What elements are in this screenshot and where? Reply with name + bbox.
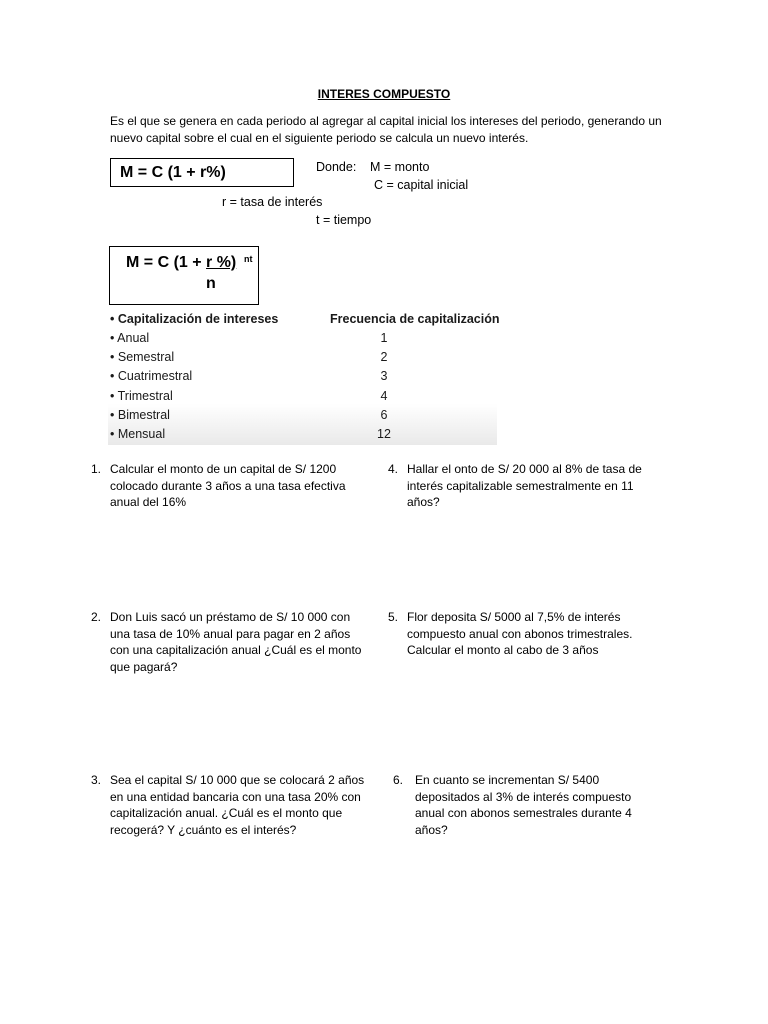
table-row-name: • Cuatrimestral xyxy=(110,369,193,383)
question-number: 4. xyxy=(388,462,399,476)
question-number: 5. xyxy=(388,610,399,624)
table-row-name: • Semestral xyxy=(110,350,175,364)
table-header-row xyxy=(108,312,500,331)
frequency-table xyxy=(108,308,500,445)
question-2 xyxy=(91,609,366,675)
question-text: En cuanto se incrementan S/ 5400 depositados al 3% de interés compuesto anual con abonos semestrales durante 4 años? xyxy=(415,773,632,837)
table-row-freq: 1 xyxy=(380,331,388,345)
question-3 xyxy=(91,772,371,838)
table-row xyxy=(108,331,497,350)
formula-simple-box: M = C (1 + r%) xyxy=(110,158,294,187)
legend-capital: C = capital inicial xyxy=(374,178,469,192)
question-text: Sea el capital S/ 10 000 que se colocará 2 años en una entidad bancaria con una tasa 20% con capitalización anual. ¿Cuál es el monto que recogerá? Y ¿cuánto es el interés? xyxy=(110,773,365,837)
table-row-freq: 4 xyxy=(380,389,388,403)
formula-compound-box xyxy=(109,246,259,305)
table-row-freq: 3 xyxy=(380,369,388,383)
table-row-freq: 12 xyxy=(377,427,391,441)
table-row-name: • Anual xyxy=(110,331,150,345)
table-row-freq: 6 xyxy=(380,408,388,422)
table-row xyxy=(108,369,497,388)
question-text: Flor deposita S/ 5000 al 7,5% de interés compuesto anual con abonos trimestrales. Calcular el monto al cabo de 3 años xyxy=(407,610,633,657)
table-row-freq: 2 xyxy=(380,350,388,364)
question-number: 6. xyxy=(393,773,404,787)
formula-compound-main xyxy=(126,254,236,272)
table-row xyxy=(108,408,497,427)
question-text: Calcular el monto de un capital de S/ 1200 colocado durante 3 años a una tasa efectiva anual del 16% xyxy=(110,462,346,509)
table-row xyxy=(108,389,497,408)
legend-tasa: r = tasa de interés xyxy=(222,195,323,209)
question-4 xyxy=(388,461,668,511)
table-header-freq: Frecuencia de capitalización xyxy=(330,312,500,326)
question-number: 3. xyxy=(91,773,102,787)
legend-monto: M = monto xyxy=(370,160,430,174)
legend-tiempo: t = tiempo xyxy=(316,213,372,227)
table-row-name: • Trimestral xyxy=(110,389,173,403)
question-text: Don Luis sacó un préstamo de S/ 10 000 con una tasa de 10% anual para pagar en 2 años con una capitalización anual ¿Cuál es el monto que pagará? xyxy=(110,610,362,674)
legend-donde-label: Donde: xyxy=(316,160,357,174)
question-text: Hallar el onto de S/ 20 000 al 8% de tasa de interés capitalizable semestralmente en 11 años? xyxy=(407,462,642,509)
question-number: 2. xyxy=(91,610,102,624)
page-title: INTERES COMPUESTO xyxy=(317,87,451,101)
formula-compound-exponent: nt xyxy=(244,254,253,264)
formula-compound-prefix: M = C (1 + xyxy=(126,254,207,271)
intro-paragraph: Es el que se genera en cada periodo al agregar al capital inicial los intereses del periodo, generando un nuevo capital sobre el cual en el siguiente periodo se calcula un nuevo interés. xyxy=(110,114,662,145)
question-5 xyxy=(388,609,668,659)
table-row xyxy=(108,350,497,369)
table-row-name: • Mensual xyxy=(110,427,166,441)
question-6 xyxy=(393,772,661,838)
formula-compound-numerator: r %) xyxy=(206,254,237,271)
table-row xyxy=(108,427,497,446)
formula-compound-denominator: n xyxy=(206,275,216,292)
question-number: 1. xyxy=(91,462,102,476)
question-1 xyxy=(91,461,366,511)
table-row-name: • Bimestral xyxy=(110,408,170,422)
table-header-name: • Capitalización de intereses xyxy=(110,312,279,326)
